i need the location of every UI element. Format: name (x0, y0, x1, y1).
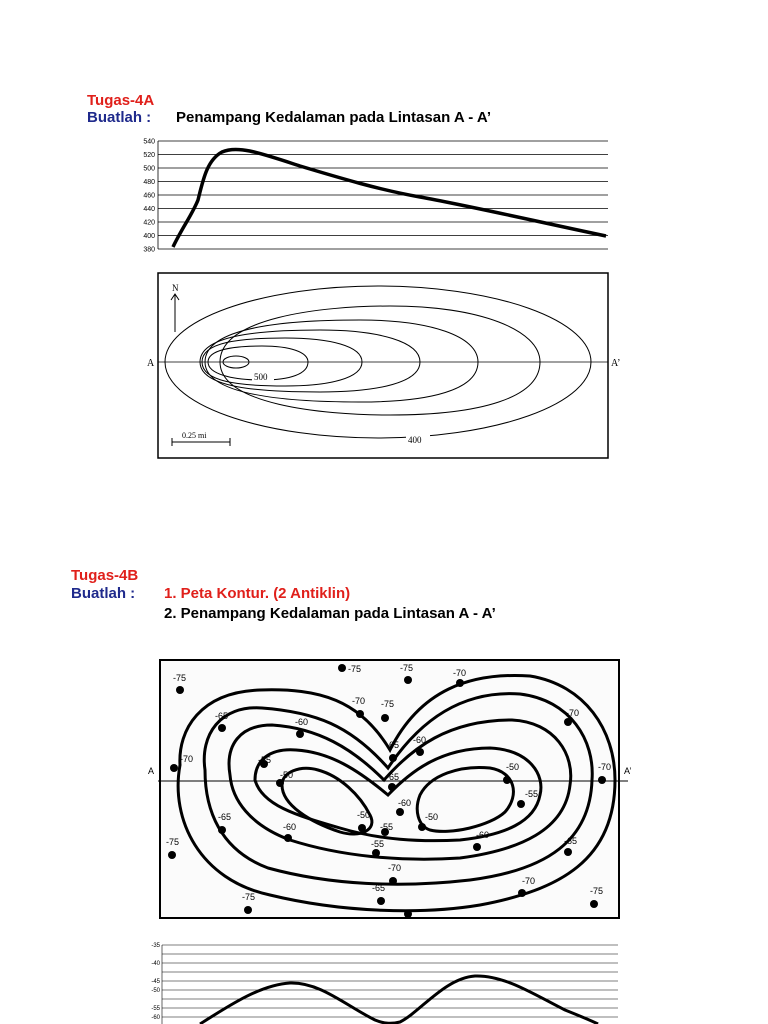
value-label: -65 (218, 812, 232, 822)
north-arrow-icon (171, 294, 179, 332)
value-label: -70 (453, 668, 467, 678)
value-label: -60 (295, 717, 309, 727)
tick-label: -35 (151, 943, 160, 949)
tick-label: 480 (143, 179, 155, 186)
profile-curve (173, 149, 606, 247)
tick-label: -50 (151, 988, 160, 994)
task4b-profile-chart (151, 943, 618, 1024)
tick-label: -55 (151, 1006, 160, 1012)
value-label: -70 (522, 876, 536, 886)
point-a-prime-label: A’ (624, 766, 632, 776)
value-label: -65 (564, 836, 578, 846)
value-label: -75 (590, 886, 604, 896)
scale-label: 0.25 mi (182, 431, 207, 440)
tick-label: 460 (143, 192, 155, 200)
tick-label: 540 (143, 138, 155, 146)
task4b-item-1: 1. Peta Kontur. (2 Antiklin) (164, 585, 351, 602)
task4a-instruction-label: Buatlah : (87, 109, 152, 126)
value-label: -75 (381, 699, 395, 709)
value-label: -70 (352, 696, 366, 706)
value-label: -70 (180, 754, 194, 764)
point-a-label: A (147, 358, 155, 369)
value-label: -55 (380, 822, 394, 832)
tick-label: -45 (151, 979, 160, 985)
value-label: -75 (242, 892, 256, 902)
task4a-profile-chart (143, 139, 608, 254)
value-label: -60 (283, 822, 297, 832)
value-label: -70 (566, 708, 580, 718)
value-label: -55 (371, 839, 385, 849)
tick-label: -60 (151, 1015, 160, 1021)
value-label: -70 (388, 863, 402, 873)
task4b-item-2: 2. Penampang Kedalaman pada Lintasan A - A’ (164, 605, 496, 622)
value-label: -65 (386, 772, 400, 782)
contour-label-400: 400 (408, 435, 422, 445)
value-label: -75 (173, 673, 187, 683)
tick-label: 400 (143, 233, 155, 240)
tick-label: 500 (143, 165, 155, 173)
north-label: N (172, 283, 179, 293)
tick-label: 380 (143, 246, 155, 254)
value-label: -60 (476, 830, 490, 840)
value-label: -60 (413, 735, 427, 745)
value-label: -70 (598, 762, 612, 772)
tick-label: 440 (143, 206, 155, 213)
value-label: -55 (525, 789, 539, 799)
value-label: -65 (386, 740, 400, 750)
value-label: -50 (506, 762, 520, 772)
task4a-instruction-text: Penampang Kedalaman pada Lintasan A - A’ (176, 109, 492, 126)
value-label: -65 (215, 711, 229, 721)
task4b-instruction-label: Buatlah : (71, 585, 136, 602)
tick-label: 420 (143, 219, 155, 227)
task4b-title: Tugas-4B (71, 567, 139, 584)
value-label: -50 (280, 770, 294, 780)
tick-label: 520 (143, 152, 155, 159)
value-label: -75 (166, 837, 180, 847)
value-label: -55 (258, 755, 272, 765)
point-a-label: A (148, 766, 155, 776)
value-label: -50 (357, 810, 371, 820)
value-label: -75 (400, 663, 414, 673)
tick-label: -40 (151, 961, 160, 967)
value-label: -50 (425, 812, 439, 822)
task4a-title: Tugas-4A (87, 92, 155, 109)
value-label: -65 (372, 883, 386, 893)
value-label: -75 (348, 664, 362, 674)
task4b-contour-map (148, 660, 631, 918)
task4a-contour-map (147, 273, 620, 458)
point-a-prime-label: A’ (611, 358, 621, 369)
value-label: -60 (398, 798, 412, 808)
contour-label-500: 500 (254, 372, 268, 382)
